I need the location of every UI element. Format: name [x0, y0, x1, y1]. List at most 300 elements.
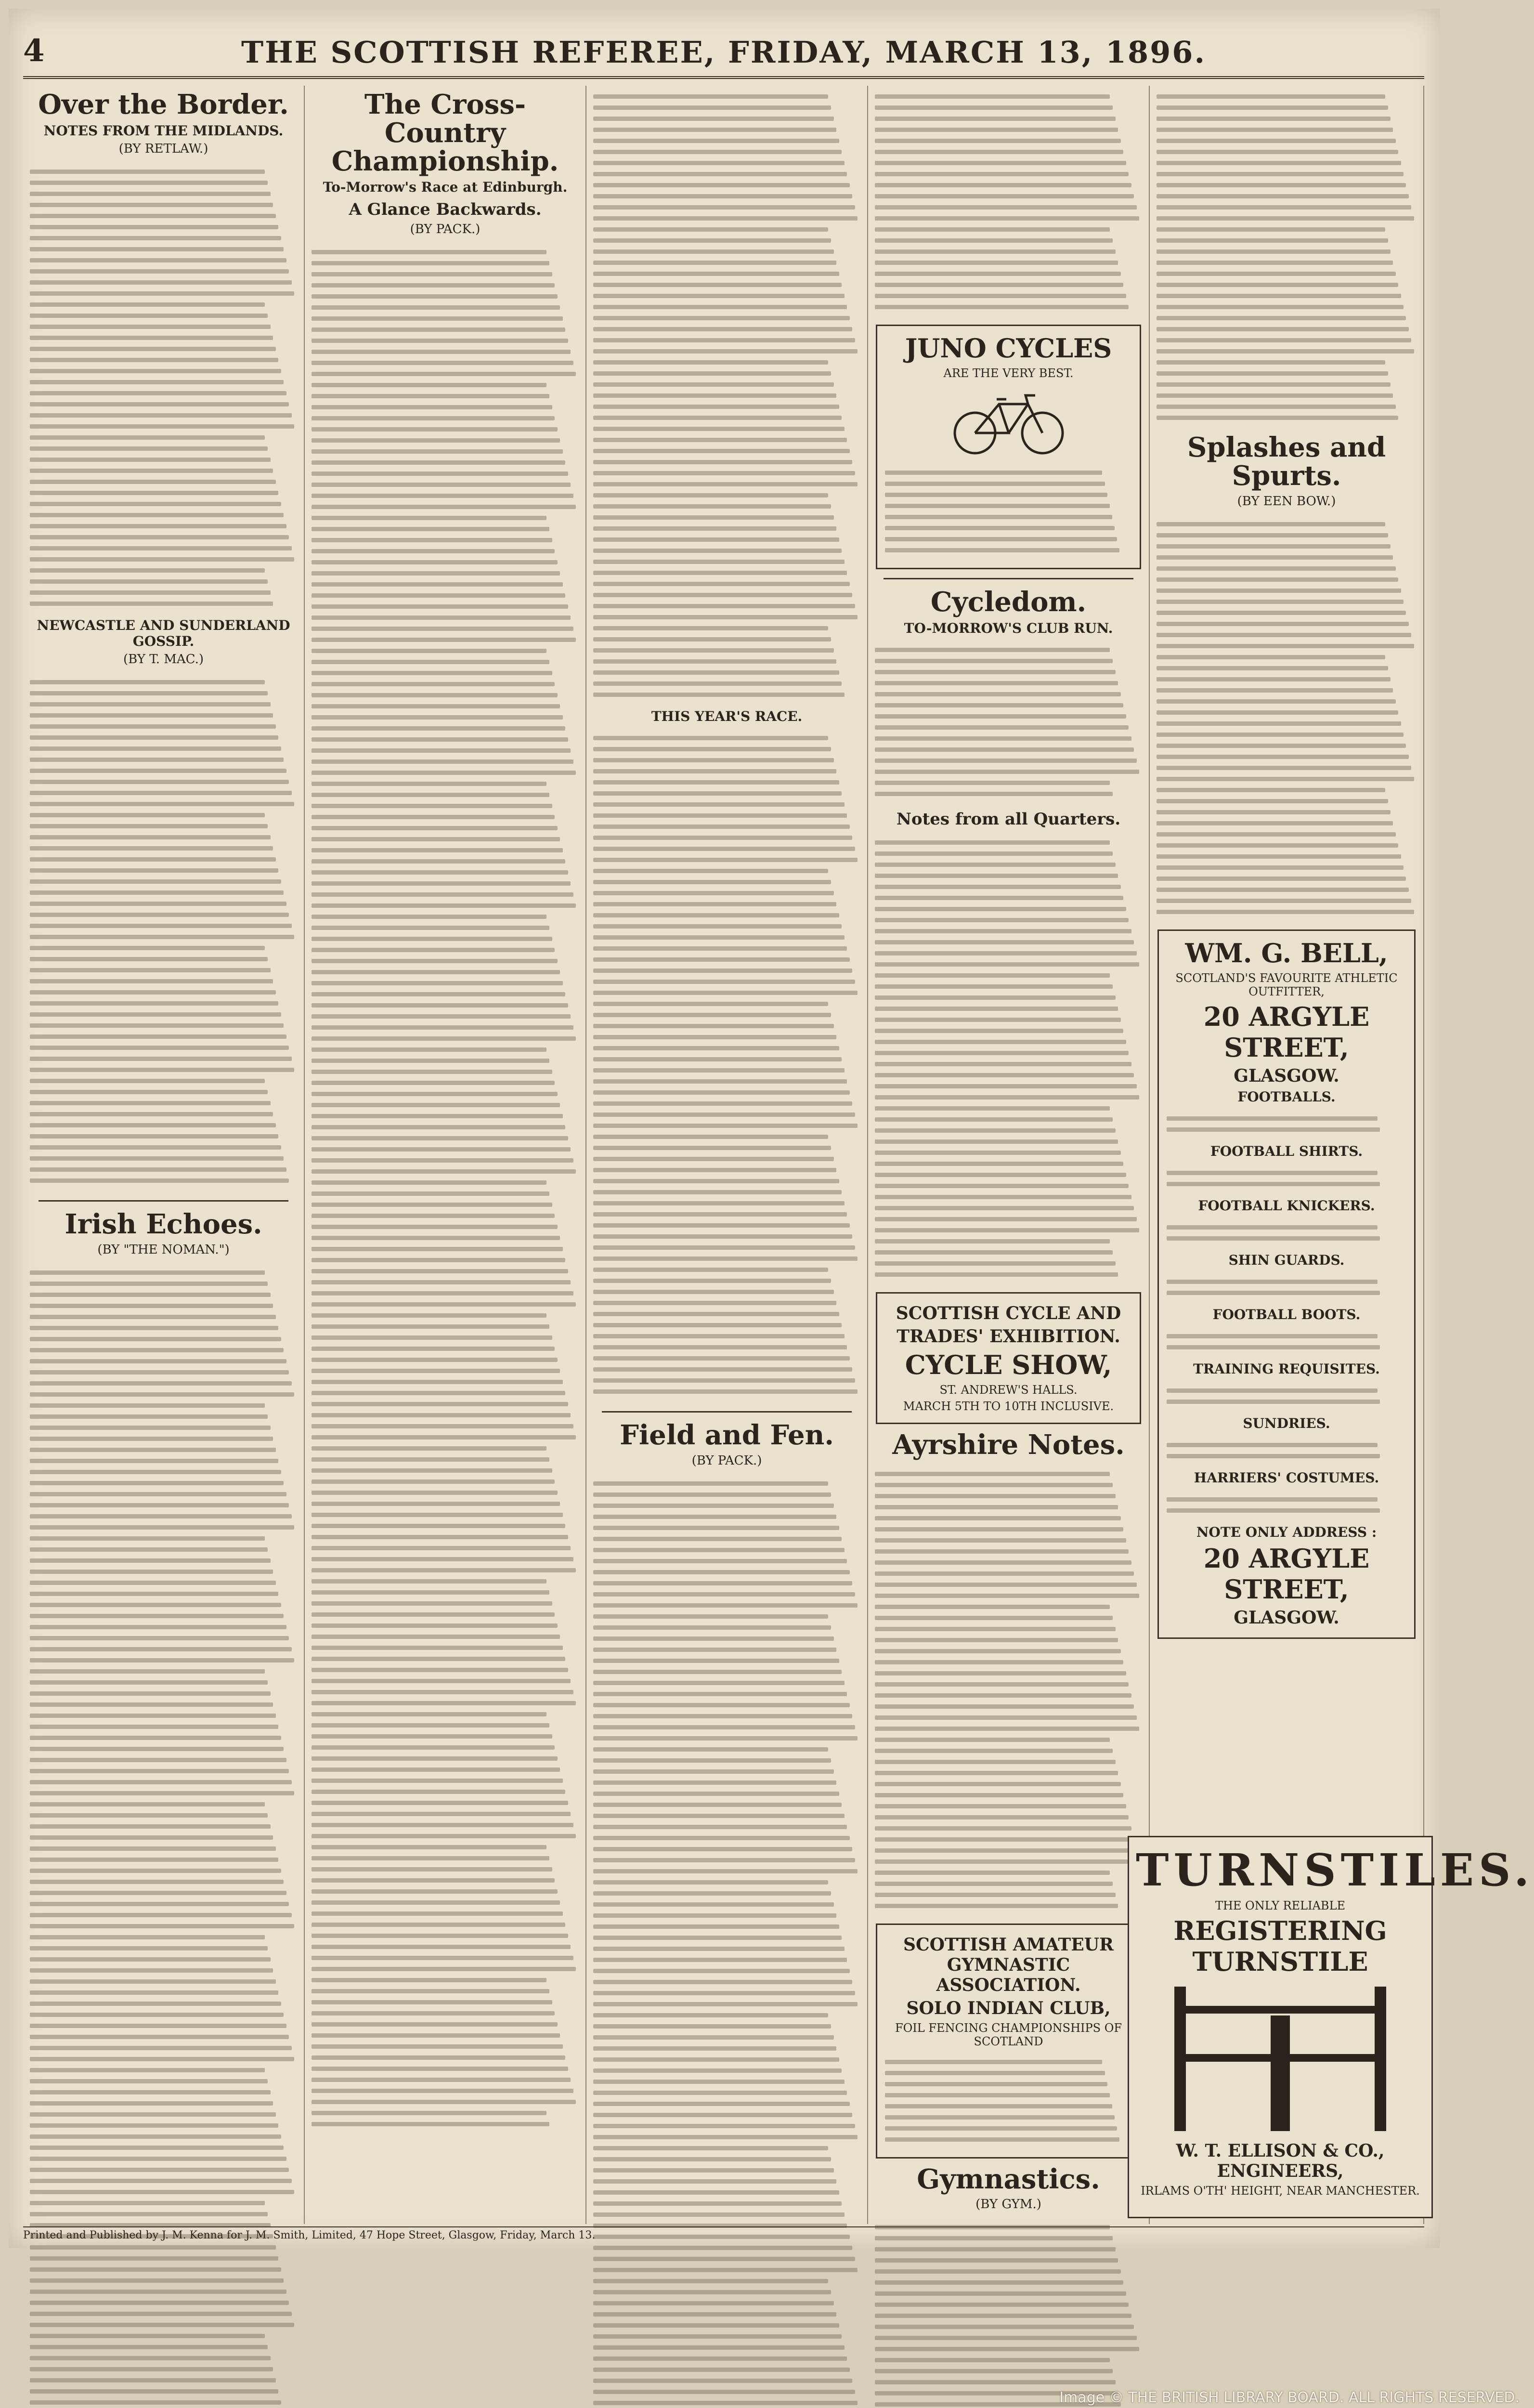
text-line — [30, 557, 294, 562]
text-line — [312, 726, 565, 731]
text-line — [312, 1092, 558, 1096]
text-line — [30, 336, 273, 340]
text-line — [1167, 1443, 1378, 1447]
text-line — [312, 516, 546, 520]
text-line — [1157, 522, 1385, 526]
text-line — [312, 427, 558, 432]
text-line — [1157, 227, 1385, 232]
text-line — [1157, 633, 1411, 637]
text-line — [30, 1381, 292, 1386]
text-line — [875, 929, 1131, 933]
text-line — [593, 1792, 839, 1796]
text-line — [30, 946, 265, 950]
text-line — [875, 1472, 1110, 1476]
text-line — [30, 1156, 284, 1161]
text-line — [1157, 305, 1404, 309]
text-line — [593, 1936, 842, 1940]
text-line — [312, 1679, 571, 1683]
text-line — [30, 1570, 273, 1574]
text-line — [30, 1012, 281, 1017]
text-line — [885, 2115, 1115, 2120]
text-line — [593, 1902, 834, 1907]
text-line — [312, 826, 558, 830]
text-line — [593, 504, 831, 509]
text-line — [875, 128, 1118, 132]
text-line — [30, 890, 284, 895]
text-line — [30, 2389, 278, 2394]
text-line — [30, 1935, 265, 1939]
text-line — [593, 1825, 847, 1829]
text-line — [312, 1147, 571, 1152]
text-line — [30, 225, 278, 229]
text-line — [312, 527, 549, 531]
text-line — [593, 338, 855, 342]
text-line — [875, 249, 1116, 254]
text-line — [593, 1290, 834, 1294]
text-line — [312, 1923, 565, 1927]
text-line — [312, 892, 573, 897]
text-line — [30, 1680, 268, 1685]
text-line — [30, 824, 268, 828]
text-line — [593, 216, 858, 221]
text-line — [312, 1380, 563, 1384]
text-line — [30, 1304, 273, 1308]
text-line — [312, 1313, 546, 1318]
text-line — [593, 2035, 834, 2040]
text-line — [875, 995, 1116, 1000]
text-line — [30, 1869, 281, 1873]
text-line — [312, 1701, 576, 1705]
text-line — [875, 305, 1129, 309]
text-line — [593, 560, 845, 564]
text-line — [593, 2135, 858, 2139]
text-line — [593, 471, 855, 475]
page-number: 4 — [23, 33, 45, 69]
text-line — [312, 2089, 573, 2093]
text-line — [875, 272, 1121, 276]
text-line — [593, 1515, 836, 1519]
text-line — [875, 1051, 1129, 1055]
text-line — [312, 604, 568, 609]
text-line — [593, 1913, 836, 1918]
text-line — [312, 748, 571, 753]
text-line — [1157, 744, 1406, 748]
text-line — [875, 1128, 1116, 1133]
text-line — [875, 1583, 1137, 1587]
text-line — [593, 1592, 855, 1597]
text-line — [1157, 316, 1406, 320]
text-line — [30, 1924, 294, 1928]
text-line — [593, 604, 855, 608]
text-line — [312, 715, 563, 720]
text-line — [312, 1269, 568, 1273]
text-line — [30, 1525, 294, 1530]
text-line — [593, 2201, 842, 2206]
text-line — [30, 1669, 265, 1674]
ad-line: SCOTTISH CYCLE AND — [896, 1303, 1121, 1323]
text-line — [593, 1068, 845, 1073]
ad-body-text — [1166, 1380, 1407, 1413]
text-line — [30, 1603, 281, 1607]
text-line — [312, 560, 558, 564]
text-line — [875, 1826, 1131, 1831]
text-line — [30, 1614, 284, 1618]
text-line — [312, 2011, 555, 2015]
text-line — [30, 2245, 276, 2250]
text-line — [593, 1389, 858, 1394]
text-line — [593, 1367, 852, 1372]
text-line — [312, 1025, 573, 1030]
text-line — [1157, 272, 1396, 276]
article-byline: (BY "THE NOMAN.") — [97, 1242, 230, 1257]
text-line — [593, 2057, 839, 2062]
text-line — [593, 205, 855, 209]
article-body-text — [1156, 513, 1417, 923]
text-line — [1157, 161, 1401, 165]
text-line — [875, 2358, 1110, 2362]
ad-maker: W. T. ELLISON & CO., ENGINEERS, — [1176, 2141, 1385, 2181]
text-line — [30, 1359, 286, 1363]
text-line — [30, 1802, 265, 1806]
ad-item: FOOTBALLS. — [1237, 1088, 1336, 1105]
text-line — [312, 870, 568, 875]
text-line — [312, 1502, 560, 1506]
text-line — [30, 535, 289, 539]
text-line — [312, 1856, 549, 1860]
article-body-text — [1156, 86, 1417, 429]
text-line — [875, 1682, 1129, 1687]
text-line — [1157, 832, 1396, 837]
text-line — [875, 1018, 1121, 1022]
text-line — [593, 272, 839, 276]
text-line — [30, 935, 294, 939]
text-line — [875, 681, 1118, 685]
text-line — [30, 1736, 281, 1740]
article-body-text — [874, 86, 1143, 318]
text-line — [30, 1946, 268, 1950]
text-line — [875, 1649, 1121, 1653]
text-line — [593, 2168, 834, 2172]
text-line — [593, 405, 839, 409]
ad-item: FOOTBALL SHIRTS. — [1210, 1143, 1363, 1159]
text-line — [312, 1081, 555, 1085]
text-line — [593, 460, 852, 464]
text-line — [30, 1046, 289, 1050]
text-line — [312, 471, 568, 476]
text-line — [875, 183, 1131, 187]
text-line — [30, 181, 268, 185]
text-line — [875, 792, 1113, 796]
text-line — [593, 902, 836, 906]
text-line — [1157, 261, 1393, 265]
text-line — [885, 482, 1105, 486]
text-line — [875, 205, 1137, 209]
text-line — [593, 1323, 842, 1327]
text-line — [30, 1824, 271, 1829]
text-line — [875, 283, 1123, 287]
text-line — [30, 2334, 265, 2338]
text-line — [593, 2157, 831, 2161]
text-line — [30, 1581, 276, 1585]
text-line — [312, 1734, 552, 1739]
text-line — [30, 835, 271, 839]
text-line — [875, 161, 1126, 165]
text-line — [30, 868, 278, 873]
text-line — [1157, 821, 1393, 825]
text-line — [30, 424, 294, 429]
text-line — [593, 571, 847, 575]
article-byline: (BY RETLAW.) — [118, 141, 208, 156]
text-line — [312, 992, 565, 996]
text-line — [593, 1312, 839, 1316]
text-line — [312, 416, 555, 420]
text-line — [30, 2013, 284, 2017]
text-line — [312, 1003, 568, 1008]
text-line — [30, 1979, 276, 1984]
text-line — [1167, 1280, 1378, 1284]
text-line — [312, 2111, 546, 2115]
text-line — [1157, 544, 1391, 549]
divider — [39, 1200, 288, 1202]
text-line — [30, 2312, 292, 2316]
text-line — [30, 1691, 271, 1696]
text-line — [30, 291, 294, 296]
text-line — [593, 349, 858, 353]
ad-title: TURNSTILES. — [1136, 1844, 1534, 1896]
text-line — [875, 670, 1116, 674]
ad-body-text — [884, 462, 1133, 561]
text-line — [312, 1889, 558, 1894]
turnstile-illustration — [1155, 1987, 1405, 2131]
advertisement-gymnastic-association — [876, 1924, 1141, 2159]
text-line — [875, 2280, 1123, 2285]
article-body-text — [874, 639, 1143, 805]
text-line — [30, 1747, 284, 1751]
text-line — [593, 1559, 847, 1563]
text-line — [593, 769, 836, 773]
divider — [884, 578, 1133, 579]
text-line — [30, 1880, 284, 1884]
text-line — [30, 1891, 286, 1895]
article-byline: (BY T. MAC.) — [123, 652, 204, 667]
text-line — [312, 759, 573, 764]
text-line — [593, 1112, 855, 1117]
text-line — [30, 1636, 289, 1640]
text-line — [875, 1594, 1139, 1598]
text-line — [593, 1168, 836, 1172]
text-line — [875, 2336, 1137, 2340]
text-line — [312, 970, 560, 974]
article-subheading: A Glance Backwards. — [349, 200, 542, 220]
text-line — [593, 913, 839, 917]
text-line — [30, 1714, 276, 1718]
text-line — [30, 1348, 284, 1352]
text-line — [593, 2024, 831, 2028]
text-line — [30, 2212, 268, 2216]
text-line — [1157, 799, 1388, 803]
text-line — [875, 851, 1113, 856]
text-line — [30, 2057, 294, 2061]
text-line — [593, 2146, 828, 2150]
text-line — [875, 2380, 1116, 2384]
text-line — [875, 1162, 1123, 1166]
text-line — [875, 1084, 1137, 1088]
text-line — [875, 1250, 1113, 1255]
text-line — [875, 1804, 1126, 1808]
text-line — [593, 194, 852, 198]
text-line — [30, 1758, 286, 1762]
text-line — [875, 1616, 1113, 1620]
ad-line: WM. G. BELL, — [1185, 937, 1388, 968]
text-line — [312, 1767, 560, 1772]
text-line — [875, 1627, 1116, 1631]
text-line — [312, 1723, 549, 1727]
text-line — [30, 247, 284, 251]
text-line — [312, 593, 565, 598]
text-line — [875, 659, 1113, 663]
text-line — [30, 1858, 278, 1862]
text-line — [875, 117, 1116, 121]
divider — [602, 1411, 852, 1413]
text-line — [593, 1492, 831, 1497]
column-1 — [23, 86, 305, 2224]
ad-item: SHIN GUARDS. — [1228, 1252, 1345, 1268]
article-body-text — [874, 2216, 1143, 2408]
text-line — [312, 1324, 549, 1329]
text-line — [593, 802, 845, 807]
text-line — [312, 1247, 563, 1251]
text-line — [593, 2356, 847, 2361]
text-line — [30, 769, 286, 773]
text-line — [593, 1526, 839, 1530]
text-line — [875, 1549, 1129, 1554]
text-line — [1157, 766, 1411, 770]
text-line — [30, 458, 271, 462]
text-line — [30, 2090, 271, 2094]
text-line — [593, 946, 847, 951]
text-line — [312, 1059, 549, 1063]
text-line — [593, 968, 852, 973]
text-line — [30, 802, 294, 806]
text-line — [593, 1256, 858, 1261]
text-line — [30, 546, 292, 550]
text-line — [312, 1468, 552, 1473]
text-line — [312, 1103, 560, 1107]
text-line — [875, 1760, 1116, 1764]
text-line — [593, 1570, 850, 1574]
text-line — [30, 2101, 273, 2106]
text-line — [1157, 294, 1401, 298]
text-line — [312, 649, 546, 653]
text-line — [885, 493, 1107, 497]
text-line — [30, 524, 286, 528]
article-heading-splashes-and-spurts: Splashes and Spurts. — [1187, 432, 1386, 492]
text-line — [875, 294, 1126, 298]
article-subheading: Notes from all Quarters. — [896, 809, 1121, 829]
text-line — [593, 360, 828, 365]
text-line — [593, 1504, 834, 1508]
text-line — [1157, 611, 1406, 615]
text-line — [875, 725, 1129, 730]
text-line — [30, 913, 289, 917]
text-line — [312, 460, 565, 465]
text-line — [1157, 349, 1414, 353]
text-line — [875, 1217, 1137, 1221]
text-line — [593, 1234, 852, 1239]
text-line — [593, 593, 852, 597]
text-line — [312, 1635, 560, 1639]
text-line — [30, 325, 271, 329]
text-line — [875, 1727, 1139, 1731]
text-line — [593, 681, 842, 686]
text-line — [1157, 150, 1398, 154]
text-line — [875, 1704, 1134, 1709]
text-line — [30, 1090, 268, 1094]
text-line — [30, 1123, 276, 1127]
text-line — [875, 840, 1110, 845]
text-line — [593, 2046, 836, 2051]
article-body-text — [874, 1463, 1143, 1917]
text-line — [30, 2068, 265, 2072]
text-line — [30, 746, 281, 751]
text-line — [312, 272, 552, 276]
text-line — [593, 858, 858, 862]
text-line — [1157, 810, 1391, 814]
text-line — [30, 1780, 292, 1784]
text-line — [30, 1057, 292, 1061]
ad-line: ST. ANDREW'S HALLS. — [939, 1383, 1078, 1397]
text-line — [1157, 283, 1398, 287]
text-line — [30, 1282, 268, 1286]
text-line — [1157, 117, 1391, 121]
text-line — [30, 724, 276, 729]
text-line — [312, 1546, 571, 1550]
article-subheading: TO-MORROW'S CLUB RUN. — [904, 620, 1113, 636]
text-line — [312, 339, 568, 343]
text-line — [875, 874, 1118, 878]
text-line — [1157, 877, 1406, 881]
text-line — [593, 980, 855, 984]
text-line — [30, 857, 276, 862]
text-line — [593, 2179, 836, 2184]
text-line — [312, 704, 560, 708]
text-line — [1167, 1345, 1380, 1349]
text-line — [30, 1437, 273, 1441]
article-subheading-this-years-race: THIS YEAR'S RACE. — [651, 708, 803, 724]
text-line — [312, 1956, 573, 1960]
ad-line: CYCLE SHOW, — [905, 1349, 1112, 1380]
text-line — [593, 1958, 847, 1962]
text-line — [312, 316, 563, 321]
text-line — [593, 1301, 836, 1305]
text-line — [875, 139, 1121, 143]
text-line — [875, 1715, 1137, 1720]
text-line — [875, 1117, 1113, 1122]
text-line — [30, 369, 281, 373]
text-line — [30, 1725, 278, 1729]
text-line — [30, 1023, 284, 1028]
text-line — [312, 926, 549, 930]
text-line — [312, 1690, 573, 1694]
text-line — [875, 1782, 1121, 1786]
text-line — [875, 714, 1126, 719]
text-line — [875, 1871, 1110, 1875]
ad-line: REGISTERING — [1173, 1915, 1387, 1946]
text-line — [875, 1859, 1139, 1864]
text-line — [30, 1370, 289, 1374]
text-line — [30, 1547, 268, 1552]
text-line — [1157, 172, 1404, 176]
